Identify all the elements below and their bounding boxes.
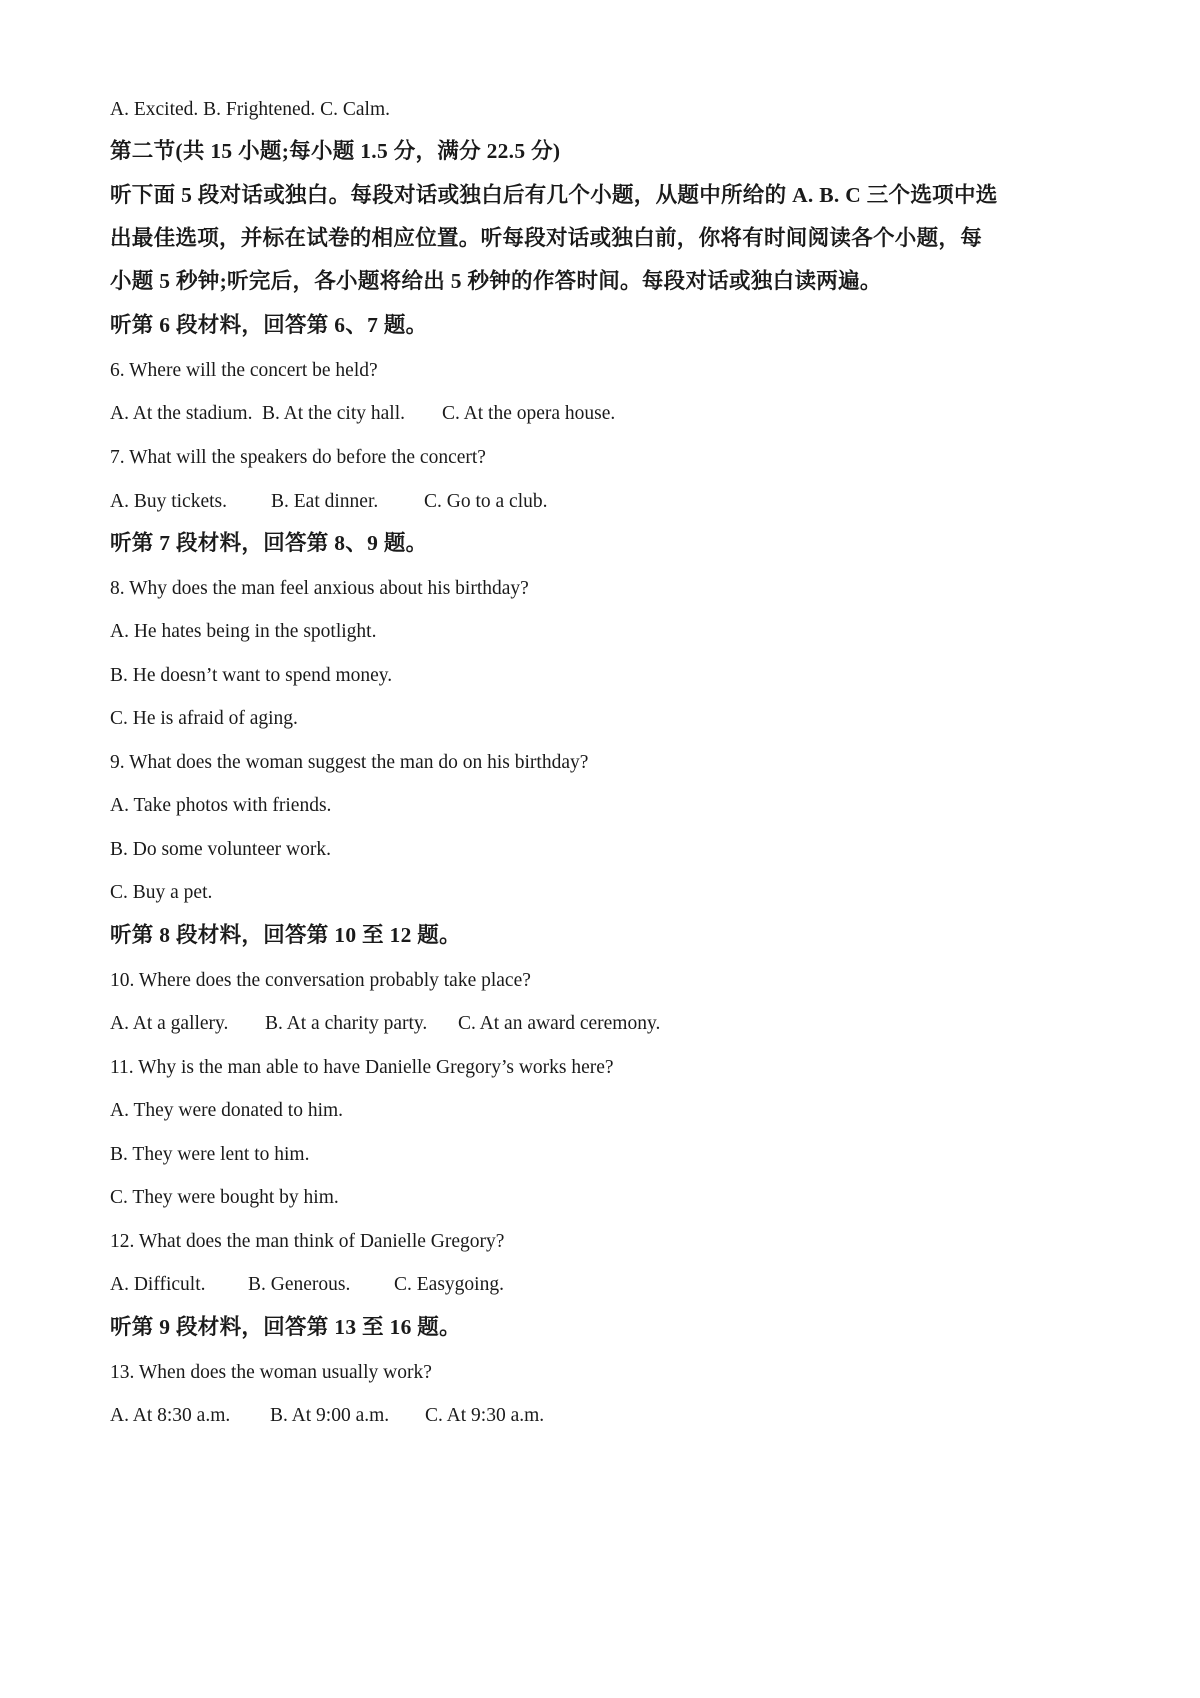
question-10-options <box>110 1011 660 1037</box>
question-11: 11. Why is the man able to have Danielle Gregory’s works here? <box>110 1057 614 1078</box>
q11-option-c: C. They were bought by him. <box>110 1187 339 1208</box>
instructions-line-1: 听下面 5 段对话或独白。每段对话或独白后有几个小题，从题中所给的 A. B. C 三个选项中选 <box>110 183 998 207</box>
q10-option-a: A. At a gallery. <box>110 1013 229 1034</box>
section-title: 第二节(共 15 小题;每小题 1.5 分，满分 22.5 分) <box>110 139 561 163</box>
q6-option-b: B. At the city hall. <box>262 403 405 424</box>
q11-option-b: B. They were lent to him. <box>110 1144 310 1165</box>
q12-option-b: B. Generous. <box>248 1274 351 1295</box>
q8-option-a: A. He hates being in the spotlight. <box>110 621 377 642</box>
q5-options: A. Excited. B. Frightened. C. Calm. <box>110 99 391 120</box>
heading-section-8: 听第 8 段材料，回答第 10 至 12 题。 <box>110 923 461 947</box>
q9-option-a: A. Take photos with friends. <box>110 795 332 816</box>
question-12-options <box>110 1272 504 1298</box>
question-8: 8. Why does the man feel anxious about his birthday? <box>110 578 529 599</box>
heading-section-7: 听第 7 段材料，回答第 8、9 题。 <box>110 531 428 555</box>
q12-option-a: A. Difficult. <box>110 1274 206 1295</box>
question-7: 7. What will the speakers do before the concert? <box>110 447 486 468</box>
instructions-line-3: 小题 5 秒钟;听完后，各小题将给出 5 秒钟的作答时间。每段对话或独白读两遍。 <box>110 269 882 293</box>
q7-option-a: A. Buy tickets. <box>110 491 227 512</box>
q9-option-b: B. Do some volunteer work. <box>110 839 331 860</box>
q10-option-c: C. At an award ceremony. <box>458 1013 661 1034</box>
question-9: 9. What does the woman suggest the man do on his birthday? <box>110 752 589 773</box>
q9-option-c: C. Buy a pet. <box>110 882 213 903</box>
question-7-options <box>110 489 547 515</box>
question-10: 10. Where does the conversation probably take place? <box>110 970 531 991</box>
q11-option-a: A. They were donated to him. <box>110 1100 344 1121</box>
q7-option-c: C. Go to a club. <box>424 491 548 512</box>
question-13-options <box>110 1403 544 1429</box>
question-6: 6. Where will the concert be held? <box>110 360 378 381</box>
q13-option-b: B. At 9:00 a.m. <box>270 1405 390 1426</box>
q13-option-c: C. At 9:30 a.m. <box>425 1405 545 1426</box>
q12-option-c: C. Easygoing. <box>394 1274 504 1295</box>
question-6-options <box>110 401 615 427</box>
q6-option-c: C. At the opera house. <box>442 403 616 424</box>
instructions-line-2: 出最佳选项，并标在试卷的相应位置。听每段对话或独白前，你将有时间阅读各个小题，每 <box>110 226 983 250</box>
q8-option-c: C. He is afraid of aging. <box>110 708 298 729</box>
question-13: 13. When does the woman usually work? <box>110 1362 432 1383</box>
q6-option-a: A. At the stadium. <box>110 403 253 424</box>
q7-option-b: B. Eat dinner. <box>271 491 379 512</box>
q8-option-b: B. He doesn’t want to spend money. <box>110 665 393 686</box>
heading-section-9: 听第 9 段材料，回答第 13 至 16 题。 <box>110 1315 461 1339</box>
q13-option-a: A. At 8:30 a.m. <box>110 1405 231 1426</box>
q10-option-b: B. At a charity party. <box>265 1013 428 1034</box>
heading-section-6: 听第 6 段材料，回答第 6、7 题。 <box>110 313 428 337</box>
question-12: 12. What does the man think of Danielle Gregory? <box>110 1231 505 1252</box>
